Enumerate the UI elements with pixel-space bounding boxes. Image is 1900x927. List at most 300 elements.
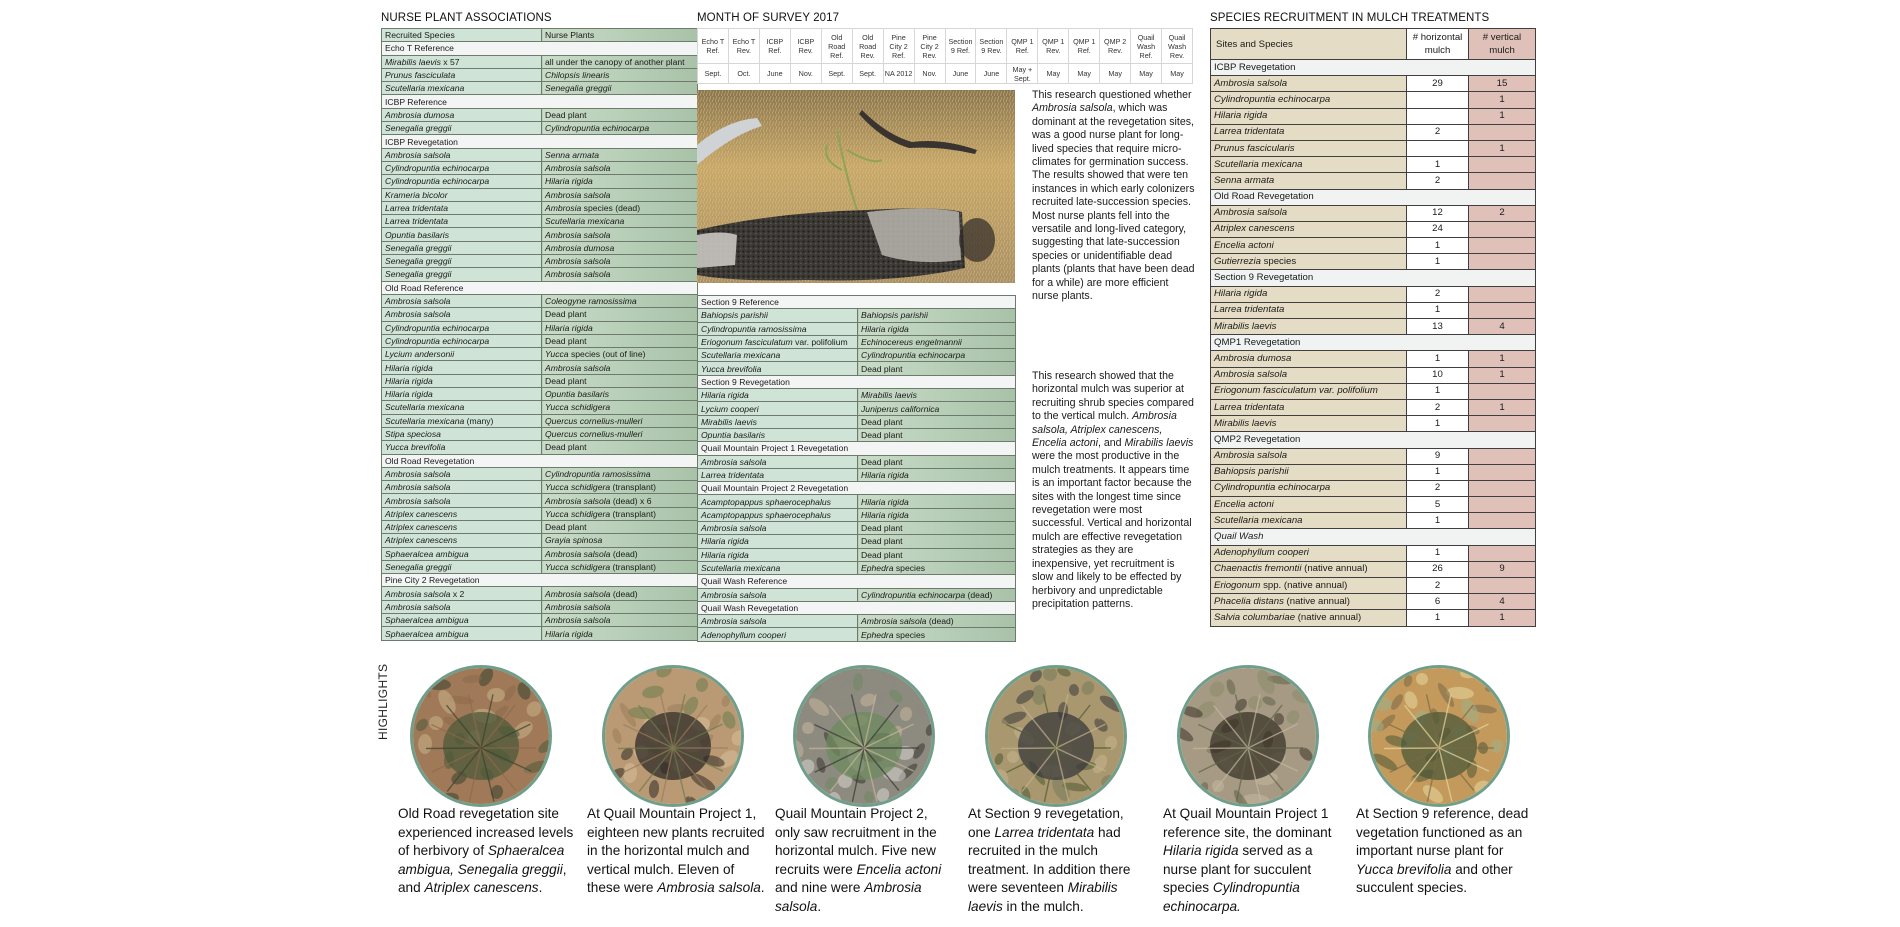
species-name: Mirabilis laevis [1124,437,1194,450]
table-row [382,122,698,135]
nurse-plant-name: Cylindropuntia echinocarpa [861,350,966,361]
nurse-plant-cell [542,215,698,228]
table-row [382,600,698,613]
nurse-plant-name: Hilaria rigida [861,509,909,520]
text-run: had recruited in the mulch treatment. In addition there were seventeen [968,824,1131,896]
horizontal-count-cell: 1 [1407,238,1469,254]
nurse-plant-cell [542,268,698,281]
vertical-count-cell: 1 [1469,92,1536,108]
photo-illustration [988,668,1124,804]
vertical-count-cell [1469,286,1536,302]
table-row [382,481,698,494]
site-group-row [1211,529,1536,545]
nurse-plant-name: Cylindropuntia ramosissima [545,468,651,479]
header-recruited-species: Recruited Species [382,29,542,42]
horizontal-count-cell: 1 [1407,302,1469,318]
species-name: Cylindropuntia echinocarpa. [1163,880,1300,914]
nurse-plant-name: Dead plant [861,456,903,467]
species-name: Ambrosia salsola [1214,207,1288,219]
highlight-caption [587,805,765,898]
horizontal-count-cell: 1 [1407,513,1469,529]
vertical-count-cell [1469,383,1536,399]
nurse-plant-name: Ephedra [861,629,894,640]
species-name: Atriplex canescens [424,880,539,896]
recruited-species-name: Hilaria rigida [701,536,749,547]
site-group-label: ICBP Revegetation [382,135,698,148]
species-cell [1211,205,1407,221]
table-row [382,188,698,201]
nurse-plant-cell [858,561,1016,574]
site-group-label: Section 9 Revegetation [1211,270,1536,286]
nurse-plant-cell [542,587,698,600]
nurse-plant-cell [542,82,698,95]
nurse-plant-name: Opuntia basilaris [545,389,610,400]
recruitment-title: SPECIES RECRUITMENT IN MULCH TREATMENTS [1210,12,1490,24]
table-row [382,520,698,533]
nurse-plant-name: Hilaria rigida [545,176,593,187]
recruited-species-note: var. polifolium [792,337,848,348]
table-row [1211,545,1536,561]
species-name: Scutellaria mexicana [1214,514,1303,526]
recruited-species-cell [698,628,858,641]
highlight-photo [1177,665,1319,807]
nurse-plant-name: Ambrosia salsola [545,269,611,280]
recruited-species-name: Atriplex canescens [385,522,458,533]
nurse-plant-cell [542,361,698,374]
species-note: (native annual) [1295,611,1362,623]
recruited-species-cell [382,507,542,520]
nurse-plant-cell [858,548,1016,561]
photo-illustration [796,668,932,804]
species-cell [1211,124,1407,140]
recruited-species-cell [698,522,858,535]
species-name: Eriogonum fasciculatum var. polifolium [1214,385,1378,397]
site-group-label: Old Road Revegetation [382,454,698,467]
month-values-row [698,64,1193,84]
recruited-species-cell [382,122,542,135]
species-name: Yucca brevifolia [1356,861,1452,877]
horizontal-count-cell: 2 [1407,286,1469,302]
recruitment-table [1210,28,1536,627]
table-row [1211,594,1536,610]
nurse-plant-name: Hilaria rigida [861,470,909,480]
horizontal-count-cell: 6 [1407,594,1469,610]
recruited-species-name: Larrea tridentata [385,203,449,213]
nurse-plant-note: species [893,629,926,640]
recruited-species-cell [382,228,542,241]
species-note: (native annual) [1301,563,1368,575]
species-name: Eriogonum [1214,579,1261,591]
table-row [382,161,698,174]
table-row [382,534,698,547]
species-cell [1211,367,1407,383]
nurse-plant-cell [542,122,698,135]
recruited-species-name: Scutellaria mexicana [385,83,465,94]
nurse-plant-cell [858,508,1016,521]
survey-month-cell: May [1038,64,1069,84]
species-name: Salvia columbariae [1214,611,1296,623]
site-group-row [382,42,698,55]
site-group-row [1211,270,1536,286]
site-group-row [382,281,698,294]
site-group-row [1211,335,1536,351]
site-group-row [698,442,1016,455]
recruited-species-name: Stipa speciosa [385,429,441,440]
recruited-species-cell [382,388,542,401]
nurse-plant-name: Yucca schidigera [545,508,611,519]
recruited-species-name: Eriogonum fasciculatum [701,337,793,348]
recruited-species-name: Cylindropuntia ramosissima [701,323,807,334]
text-run: in the mulch. [1002,898,1084,914]
recruited-species-name: Senegalia greggii [385,242,452,253]
highlight-caption [1163,805,1341,917]
survey-month-cell: Sept. [852,64,883,84]
species-cell [1211,286,1407,302]
survey-site-cell: Pine City 2 Ref. [883,29,914,64]
recruited-species-cell [382,201,542,214]
nurse-plant-table-continued [697,295,1016,642]
horizontal-count-cell: 2 [1407,399,1469,415]
species-cell [1211,594,1407,610]
nurse-plant-name: Dead plant [861,523,903,534]
recruited-species-cell [382,175,542,188]
nurse-plant-cell [542,507,698,520]
table-row [698,389,1016,402]
table-row [382,427,698,440]
table-row [1211,561,1536,577]
site-group-row [382,574,698,587]
nurse-table-title: NURSE PLANT ASSOCIATIONS [381,12,552,24]
table-row [1211,92,1536,108]
field-photo-mulch-log [697,90,1015,283]
recruited-species-cell [698,615,858,628]
vertical-count-cell [1469,254,1536,270]
table-row [1211,367,1536,383]
site-group-row [698,375,1016,388]
table-row [382,148,698,161]
text-run: . [538,880,543,896]
species-name: Ambrosia dumosa [1214,352,1292,364]
recruited-species-note: x 2 [450,588,465,599]
recruited-species-cell [382,614,542,627]
table-row [382,215,698,228]
nurse-plant-cell [542,627,698,640]
recruited-species-cell [382,255,542,268]
table-row [1211,497,1536,513]
nurse-plant-name: Dead plant [861,363,903,374]
nurse-plant-cell [542,614,698,627]
horizontal-count-cell: 1 [1407,157,1469,173]
nurse-plant-name: Bahiopsis parishii [861,310,928,321]
species-name: Encelia actoni [1214,498,1274,510]
recruited-species-cell [382,547,542,560]
nurse-plant-name: Dead plant [545,442,587,453]
table-row [382,388,698,401]
recruited-species-name: Yucca brevifolia [385,442,446,453]
recruited-species-name: Scutellaria mexicana [701,563,781,574]
nurse-plant-name: all under the canopy of another plant [545,56,685,67]
species-name: Adenophyllum cooperi [1214,547,1309,559]
text-run: , and [398,861,567,896]
table-row [1211,254,1536,270]
recruited-species-name: Scutellaria mexicana [385,415,465,426]
recruited-species-name: Prunus fasciculata [385,70,456,81]
highlights-label: HIGHLIGHTS [376,663,390,740]
recruited-species-name: Cylindropuntia echinocarpa [385,322,490,333]
table-row [382,68,698,81]
species-name: Mirabilis laevis [1214,417,1277,429]
recruited-species-name: Opuntia basilaris [701,430,766,441]
recruited-species-cell [382,215,542,228]
text-run: This research showed that the horizontal mulch was superior at recruiting shrub species compared to the vertical mulch. [1032,370,1194,423]
nurse-plant-name: Cylindropuntia echinocarpa [545,123,650,134]
table-row [1211,76,1536,92]
survey-site-cell: Quail Wash Ref. [1131,29,1162,64]
nurse-plant-cell [542,201,698,214]
highlight-caption [775,805,953,917]
species-name: Phacelia distans [1214,595,1284,607]
nurse-plant-name: Senegalia greggii [545,83,612,94]
highlight-photo [410,665,552,807]
species-name: Prunus fascicularis [1214,142,1295,154]
recruited-species-name: Ambrosia salsola [385,601,451,612]
recruited-species-cell [382,467,542,480]
nurse-plant-cell [542,414,698,427]
table-row [1211,108,1536,124]
survey-month-cell: May [1162,64,1193,84]
species-cell [1211,497,1407,513]
survey-month-cell: Oct. [728,64,759,84]
nurse-plant-cell [858,415,1016,428]
recruited-species-name: Lycium cooperi [701,403,759,414]
nurse-plant-cell [858,349,1016,362]
species-cell [1211,513,1407,529]
survey-month-cell: June [945,64,976,84]
month-sites-row [698,29,1193,64]
nurse-plant-cell [542,188,698,201]
nurse-plant-cell [542,175,698,188]
species-cell [1211,254,1407,270]
site-group-label: Old Road Reference [382,281,698,294]
nurse-plant-cell [542,467,698,480]
nurse-plant-cell [858,588,1016,601]
table-row [698,628,1016,641]
species-name: Encelia actoni [1214,239,1274,251]
table-row [382,414,698,427]
recruited-species-cell [698,322,858,335]
recruited-species-name: Senegalia greggii [385,256,452,267]
nurse-plant-cell [542,294,698,307]
nurse-plant-name: Juniperus californica [861,403,940,414]
species-cell [1211,464,1407,480]
recruited-species-name: Ambrosia salsola [385,482,451,493]
highlight-photo [793,665,935,807]
nurse-plant-cell [542,161,698,174]
recruited-species-cell [382,55,542,68]
nurse-plant-cell [542,520,698,533]
table-row [698,615,1016,628]
survey-site-cell: ICBP Ref. [759,29,790,64]
recruited-species-cell [698,468,858,481]
highlight-photo [602,665,744,807]
species-cell [1211,302,1407,318]
recruited-species-name: Mirabilis laevis [385,56,441,67]
nurse-plant-cell [542,348,698,361]
nurse-plant-name: Coleogyne ramosissima [545,296,637,307]
table-row [1211,302,1536,318]
nurse-plant-cell [542,241,698,254]
nurse-plant-cell [542,228,698,241]
species-cell [1211,545,1407,561]
site-group-row [382,454,698,467]
recruited-species-name: Ambrosia salsola [385,309,451,320]
findings-paragraph-nurse [1032,89,1195,304]
vertical-count-cell [1469,480,1536,496]
nurse-plant-cell [542,374,698,387]
recruited-species-cell [382,427,542,440]
survey-site-cell: Echo T Ref. [698,29,729,64]
species-name: Chaenactis fremontii [1214,563,1302,575]
recruited-species-name: Hilaria rigida [701,390,749,401]
horizontal-count-cell [1407,108,1469,124]
nurse-plant-cell [542,308,698,321]
table-row [382,627,698,640]
nurse-plant-name: Ambrosia salsola [545,163,611,174]
nurse-plant-name: Quercus cornelius-mulleri [545,415,643,426]
vertical-count-cell [1469,221,1536,237]
nurse-plant-cell [542,560,698,573]
species-cell [1211,319,1407,335]
table-row [698,455,1016,468]
nurse-plant-cell [858,535,1016,548]
table-row [698,561,1016,574]
table-row [382,547,698,560]
species-cell [1211,157,1407,173]
recruited-species-cell [382,334,542,347]
recruited-species-name: Ambrosia salsola [385,588,451,599]
species-name: Atriplex canescens [1214,223,1295,235]
recruited-species-cell [698,428,858,441]
nurse-plant-name: Hilaria rigida [861,496,909,507]
photo-illustration [1180,668,1316,804]
horizontal-count-cell: 13 [1407,319,1469,335]
nurse-plant-name: Scutellaria mexicana [545,216,625,227]
nurse-plant-cell [858,428,1016,441]
site-group-row [698,482,1016,495]
table-row [382,241,698,254]
horizontal-count-cell: 2 [1407,173,1469,189]
species-cell [1211,76,1407,92]
survey-month-cell: NA 2012 [883,64,914,84]
horizontal-count-cell: 1 [1407,545,1469,561]
recruited-species-note: x 57 [440,56,460,67]
nurse-plant-cell [858,468,1016,481]
site-group-row [698,601,1016,614]
recruited-species-cell [698,415,858,428]
photo-illustration [605,668,741,804]
vertical-count-cell: 1 [1469,140,1536,156]
nurse-plant-name: Dead plant [545,109,587,120]
recruited-species-name: Ambrosia dumosa [385,109,455,120]
species-cell [1211,173,1407,189]
recruited-species-name: Hilaria rigida [385,362,433,373]
species-cell [1211,238,1407,254]
species-name: Larrea tridentata [1214,126,1285,138]
recruited-species-name: Yucca brevifolia [701,363,762,374]
species-cell [1211,416,1407,432]
nurse-plant-name: Yucca schidigera [545,482,611,493]
recruited-species-name: Bahiopsis parishii [701,310,768,321]
recruited-species-cell [382,188,542,201]
species-name: Ambrosia salsola, Atriplex canescens, Encelia actoni [1032,410,1177,450]
species-cell [1211,578,1407,594]
highlight-caption [398,805,576,898]
recruited-species-name: Cylindropuntia echinocarpa [385,163,490,174]
nurse-plant-cell [858,322,1016,335]
table-row [698,588,1016,601]
highlight-photo [1368,665,1510,807]
recruited-species-cell [698,349,858,362]
table-header-row [382,29,698,42]
table-row [1211,221,1536,237]
species-note: spp. (native annual) [1260,579,1348,591]
nurse-plant-cell [858,402,1016,415]
recruited-species-cell [382,374,542,387]
recruited-species-cell [698,309,858,322]
horizontal-count-cell: 2 [1407,578,1469,594]
text-run: , which was dominant at the revegetation sites, was a good nurse plant for long-lived species that require micro-climates for germination success. The results showed that were ten instances in which early colonizers recruited late-succession species. Most nurse plants fell into the versatile and long-lived category, suggesting that late-succession species or unidentifiable dead plants (plants that have been dead for a while) are more efficient nurse plants. [1032,102,1195,303]
vertical-count-cell: 1 [1469,399,1536,415]
table-row [1211,238,1536,254]
table-row [1211,480,1536,496]
nurse-plant-name: Ambrosia dumosa [545,242,615,253]
recruited-species-name: Atriplex canescens [385,535,458,546]
site-group-label: Section 9 Reference [698,296,1016,309]
recruited-species-cell [698,362,858,375]
recruited-species-cell [382,148,542,161]
site-group-label: Pine City 2 Revegetation [382,574,698,587]
recruited-species-name: Senegalia greggii [385,562,452,573]
nurse-plant-cell [542,401,698,414]
species-note: (native annual) [1283,595,1351,607]
horizontal-count-cell: 1 [1407,416,1469,432]
site-group-label: Quail Mountain Project 2 Revegetation [698,482,1016,495]
nurse-plant-cell [858,362,1016,375]
site-group-row [1211,60,1536,76]
table-row [1211,383,1536,399]
recruited-species-name: Larrea tridentata [701,470,765,480]
nurse-plant-note: (dead) [926,616,954,627]
recruited-species-name: Cylindropuntia echinocarpa [385,176,490,187]
survey-site-cell: QMP 1 Ref. [1007,29,1038,64]
recruited-species-cell [382,414,542,427]
text-run: At Quail Mountain Project 1 reference site, the dominant [1163,806,1332,840]
nurse-plant-name: Ambrosia salsola [545,601,611,612]
recruited-species-name: Hilaria rigida [701,549,749,560]
recruited-species-cell [382,441,542,454]
recruited-species-name: Acamptopappus sphaerocephalus [701,496,831,507]
recruited-species-name: Scutellaria mexicana [385,402,465,413]
species-name: Ambrosia salsola [775,880,922,914]
survey-month-cell: Sept. [698,64,729,84]
horizontal-count-cell: 1 [1407,610,1469,626]
species-cell [1211,480,1407,496]
nurse-plant-name: Ambrosia [545,203,582,213]
nurse-plant-note: species (out of line) [568,349,646,360]
table-row [382,374,698,387]
header-nurse-plants: Nurse Plants [542,29,698,42]
site-group-label: Quail Wash Revegetation [698,601,1016,614]
